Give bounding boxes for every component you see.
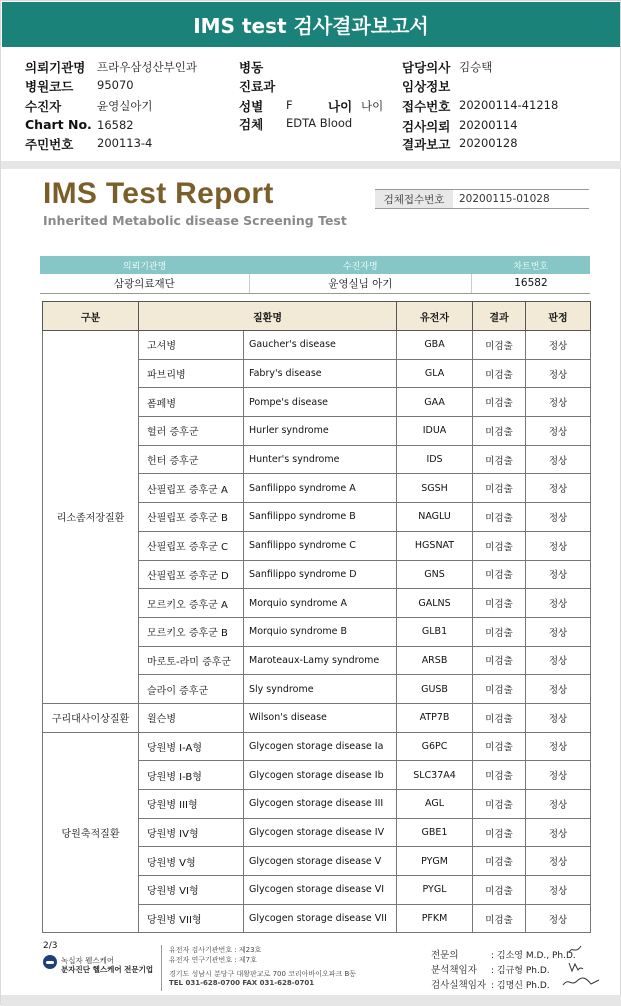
disease-korean-cell: 헐러 증후군 [139,417,244,446]
report-header-title: IMS test 검사결과보고서 [2,2,620,47]
result-cell: 미검출 [473,560,526,589]
category-cell: 당원축적질환 [43,732,139,933]
divider [1,995,621,1006]
results-body [43,331,591,933]
disease-english-cell: Maroteaux-Lamy syndrome [244,646,397,675]
judgement-cell: 정상 [526,388,591,417]
info-label: 담당의사 [402,60,451,75]
signature-mark-icon [561,975,601,989]
disease-korean-cell: 산필립포 증후군 C [139,531,244,560]
gene-cell: NAGLU [397,503,473,532]
info-value: 16582 [97,118,134,132]
disease-english-cell: Morquio syndrome A [244,589,397,618]
judgement-cell: 정상 [526,904,591,933]
disease-english-cell: Hurler syndrome [244,417,397,446]
disease-korean-cell: 윌슨병 [139,703,244,732]
gene-cell: GUSB [397,675,473,704]
disease-korean-cell: 헌터 증후군 [139,445,244,474]
judgement-cell: 정상 [526,417,591,446]
result-cell: 미검출 [473,703,526,732]
gene-cell: GALNS [397,589,473,618]
disease-english-cell: Morquio syndrome B [244,617,397,646]
table-row [43,331,591,360]
patient-info-block [1,47,621,159]
disease-korean-cell: 고셔병 [139,331,244,360]
results-header-gene: 유전자 [397,302,473,331]
info-label: Chart No. [25,117,92,132]
signer-label: 전문의 [431,950,459,961]
signature-mark-icon [567,943,583,957]
disease-english-cell: Sly syndrome [244,675,397,704]
judgement-cell: 정상 [526,617,591,646]
signer-label: 검사실책임자 [431,980,487,991]
patient-table-header: 수진자명 [249,256,471,274]
gene-cell: GBE1 [397,818,473,847]
accession-label: 검체접수번호 [375,190,453,208]
company-logo-icon [43,955,57,969]
gene-cell: IDUA [397,417,473,446]
info-value: 20200114-41218 [459,98,559,112]
divider [1,161,621,169]
gene-cell: PFKM [397,904,473,933]
brand-name: 녹십자 웰스케어 [61,956,115,965]
disease-english-cell: Glycogen storage disease III [244,790,397,819]
disease-korean-cell: 당원병 IV형 [139,818,244,847]
disease-korean-cell: 슬라이 증후군 [139,675,244,704]
info-label: 결과보고 [402,137,451,152]
patient-table-header: 차트번호 [471,256,590,274]
judgement-cell: 정상 [526,790,591,819]
gene-cell: GNS [397,560,473,589]
info-value: 김승택 [459,60,493,74]
info-value: 프라우삼성산부인과 [97,60,197,74]
info-label: 의뢰기관명 [25,60,86,75]
info-value: EDTA Blood [286,116,353,130]
report-subtitle: Inherited Metabolic disease Screening Test [43,213,347,228]
category-cell: 구리대사이상질환 [43,703,139,732]
footer-divider [161,945,162,991]
result-cell: 미검출 [473,531,526,560]
judgement-cell: 정상 [526,560,591,589]
footer-address-line: 경기도 성남시 분당구 대왕판교로 700 코리아바이오파크 B동 [169,970,357,978]
disease-english-cell: Wilson's disease [244,703,397,732]
patient-table-cell: 삼광의료재단 [40,274,249,293]
result-cell: 미검출 [473,445,526,474]
disease-korean-cell: 당원병 V형 [139,847,244,876]
info-value: 20200128 [459,136,518,150]
info-label: 나이 [328,99,353,114]
gene-cell: PYGL [397,876,473,905]
signer-name: : 김명신 Ph.D. [491,981,550,991]
info-value: F [286,98,293,112]
disease-korean-cell: 폼페병 [139,388,244,417]
disease-english-cell: Hunter's syndrome [244,445,397,474]
gene-cell: ATP7B [397,703,473,732]
gene-cell: SLC37A4 [397,761,473,790]
info-value: 나이 [361,99,384,113]
result-cell: 미검출 [473,331,526,360]
gene-cell: GAA [397,388,473,417]
judgement-cell: 정상 [526,847,591,876]
disease-korean-cell: 당원병 I-A형 [139,732,244,761]
result-cell: 미검출 [473,790,526,819]
info-label: 성별 [239,99,264,114]
category-cell: 리소좀저장질환 [43,331,139,704]
page-number: 2/3 [43,941,58,951]
results-header-disease: 질환명 [139,302,397,331]
gene-cell: GLB1 [397,617,473,646]
disease-korean-cell: 산필립포 증후군 B [139,503,244,532]
result-cell: 미검출 [473,617,526,646]
result-cell: 미검출 [473,847,526,876]
judgement-cell: 정상 [526,703,591,732]
info-label: 임상정보 [402,79,451,94]
result-cell: 미검출 [473,818,526,847]
judgement-cell: 정상 [526,876,591,905]
brand-tagline: 분자진단 헬스케어 전문기업 [61,965,154,974]
result-cell: 미검출 [473,359,526,388]
results-table [42,301,591,933]
disease-english-cell: Gaucher's disease [244,331,397,360]
gene-cell: ARSB [397,646,473,675]
gene-cell: PYGM [397,847,473,876]
result-cell: 미검출 [473,876,526,905]
results-header-judgement: 판정 [526,302,591,331]
footer-address-line: TEL 031-628-0700 FAX 031-628-0701 [169,979,315,987]
disease-korean-cell: 파브리병 [139,359,244,388]
result-cell: 미검출 [473,474,526,503]
info-value: 200113-4 [97,136,153,150]
judgement-cell: 정상 [526,761,591,790]
disease-english-cell: Glycogen storage disease VI [244,876,397,905]
footer-address-line: 유전자 연구기관번호 : 제7호 [169,956,257,964]
result-cell: 미검출 [473,646,526,675]
result-cell: 미검출 [473,761,526,790]
disease-korean-cell: 모르키오 증후군 B [139,617,244,646]
judgement-cell: 정상 [526,675,591,704]
info-label: 진료과 [239,79,276,94]
patient-table-cell: 윤영실님 아기 [249,274,471,293]
result-cell: 미검출 [473,675,526,704]
disease-english-cell: Sanfilippo syndrome A [244,474,397,503]
judgement-cell: 정상 [526,445,591,474]
info-label: 주민번호 [25,137,74,152]
info-label: 수진자 [25,99,62,114]
info-label: 접수번호 [402,99,451,114]
disease-english-cell: Pompe's disease [244,388,397,417]
disease-english-cell: Glycogen storage disease VII [244,904,397,933]
disease-english-cell: Glycogen storage disease Ia [244,732,397,761]
disease-english-cell: Sanfilippo syndrome D [244,560,397,589]
disease-english-cell: Glycogen storage disease Ib [244,761,397,790]
disease-english-cell: Fabry's disease [244,359,397,388]
result-cell: 미검출 [473,417,526,446]
judgement-cell: 정상 [526,732,591,761]
gene-cell: IDS [397,445,473,474]
judgement-cell: 정상 [526,589,591,618]
patient-table [40,256,590,294]
accession-box [375,189,589,209]
footer-address-line: 유전자 검사기관번호 : 제23호 [169,946,262,954]
judgement-cell: 정상 [526,531,591,560]
disease-korean-cell: 당원병 III형 [139,790,244,819]
gene-cell: G6PC [397,732,473,761]
disease-korean-cell: 모르키오 증후군 A [139,589,244,618]
signer-label: 분석책임자 [431,965,477,976]
judgement-cell: 정상 [526,474,591,503]
result-cell: 미검출 [473,732,526,761]
results-header-category: 구분 [43,302,139,331]
judgement-cell: 정상 [526,331,591,360]
signer-name: : 김규형 Ph.D. [491,966,550,976]
info-value: 95070 [97,78,134,92]
info-value: 윤영실아기 [97,99,153,113]
disease-korean-cell: 당원병 VII형 [139,904,244,933]
disease-korean-cell: 당원병 I-B형 [139,761,244,790]
accession-value: 20200115-01028 [459,193,550,205]
disease-korean-cell: 산필립포 증후군 D [139,560,244,589]
table-row [43,732,591,761]
info-label: 병원코드 [25,79,74,94]
result-cell: 미검출 [473,503,526,532]
report-footer [1,939,621,995]
gene-cell: GLA [397,359,473,388]
table-row [43,703,591,732]
result-cell: 미검출 [473,904,526,933]
disease-english-cell: Glycogen storage disease V [244,847,397,876]
judgement-cell: 정상 [526,503,591,532]
patient-table-header: 의뢰기관명 [40,256,249,274]
disease-korean-cell: 마로토-라미 증후군 [139,646,244,675]
gene-cell: GBA [397,331,473,360]
disease-korean-cell: 당원병 VI형 [139,876,244,905]
result-cell: 미검출 [473,388,526,417]
info-label: 검사의뢰 [402,119,451,134]
judgement-cell: 정상 [526,359,591,388]
disease-korean-cell: 산필립포 증후군 A [139,474,244,503]
results-header-result: 결과 [473,302,526,331]
result-cell: 미검출 [473,589,526,618]
signer-name: : 김소영 M.D., Ph.D. [491,951,576,961]
patient-table-cell: 16582 [471,274,590,293]
info-value: 20200114 [459,118,518,132]
signature-mark-icon [567,959,585,973]
info-label: 병동 [239,60,264,75]
gene-cell: HGSNAT [397,531,473,560]
gene-cell: SGSH [397,474,473,503]
judgement-cell: 정상 [526,818,591,847]
disease-english-cell: Glycogen storage disease IV [244,818,397,847]
info-label: 검체 [239,117,264,132]
disease-english-cell: Sanfilippo syndrome B [244,503,397,532]
disease-english-cell: Sanfilippo syndrome C [244,531,397,560]
report-title: IMS Test Report [43,177,274,210]
judgement-cell: 정상 [526,646,591,675]
gene-cell: AGL [397,790,473,819]
